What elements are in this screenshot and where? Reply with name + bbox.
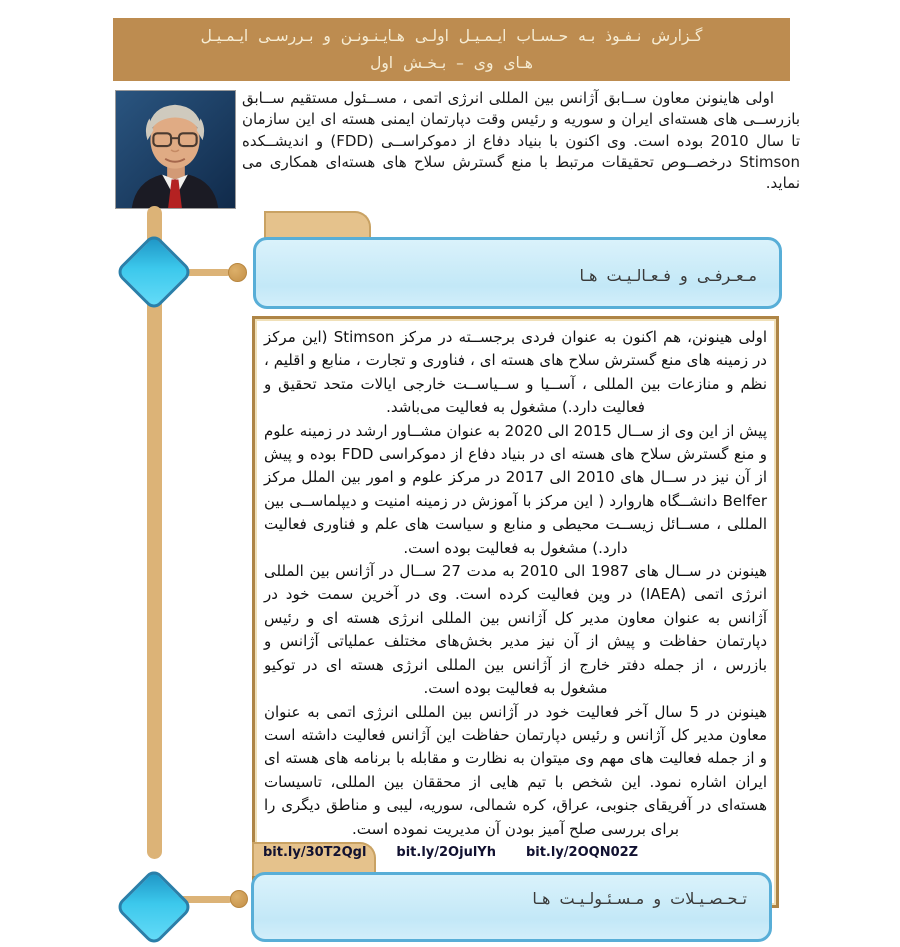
source-link-1[interactable]: bit.ly/30T2Qgl bbox=[263, 845, 367, 860]
source-links-row bbox=[263, 845, 683, 860]
section-title: تـحـصـیـلات و مـسـئـولـیـت هـا bbox=[532, 889, 747, 908]
paragraph-iaea-career: هینونن در ســال های 1987 الی 2010 به مدت 27 ســال در آژانس بین المللی انرژی اتمی (IAEA) در وین فعالیت کرده است. وی در آخرین سمت خود در آژانس به عنوان معاون مدیر کل آژانس بین المللی انرژی هسته ای و رئیس دپارتمان حفاظت و پیش از آن نیز مدیر بخش‌های مختلف عملیاتی آژانس و بازرس ، از جمله دفتر خارج از آژانس بین المللی انرژی هسته ای در توکیو مشغول به فعالیت بوده است. bbox=[264, 562, 767, 698]
flow-node-circle-2 bbox=[230, 890, 248, 908]
content-box-activities bbox=[252, 316, 779, 908]
flow-diamond-icon-2 bbox=[114, 867, 193, 946]
paragraph-stimson: اولی هینونن، هم اکنون به عنوان فردی برجســته در مرکز Stimson (این مرکز در زمینه های منع گسترش سلاح های هسته ای ، فناوری و تجارت ، منابع و اقلیم ، نظم و منازعات بین المللی ، آســیا و ســیاســت خارجی ایالات متحد تحقیق و فعالیت دارد.) مشغول به فعالیت می‌باشد. bbox=[264, 328, 767, 417]
section-header-education-responsibilities bbox=[251, 872, 772, 942]
portrait-photo bbox=[115, 90, 236, 209]
source-link-3[interactable]: bit.ly/2OQN02Z bbox=[525, 845, 639, 860]
content-text-block bbox=[255, 319, 776, 841]
source-link-2[interactable]: bit.ly/2OjulYh bbox=[396, 845, 496, 860]
intro-paragraph: اولی هاینونن معاون ســابق آژانس بین المللی انرژی اتمی ، مســئول مستقیم ســابق بازرســی های هسته‌ای ایران و سوریه و رئیس وقت دپارتمان ایمنی هسته ای این سازمان تا سال 2010 بوده است. وی اکنون با بنیاد دفاع از دموکراســی (FDD) و اندیشــکده Stimson درخصــوص تحقیقات مرتبط با منع گسترش سلاح های هسته‌ای همکاری می نماید. bbox=[242, 89, 800, 193]
person-portrait-image bbox=[116, 91, 235, 208]
report-title-line-2: هـای وی – بـخـش اول bbox=[370, 53, 533, 72]
report-title-line-1: گـزارش نـفـوذ بـه حـسـاب ایـمـیـل اولـی هـایـنـونـن و بـررسـی ایـمـیـل bbox=[200, 27, 703, 46]
paragraph-last-five-years: هینونن در 5 سال آخر فعالیت خود در آژانس بین المللی انرژی اتمی به عنوان معاون مدیر کل آژانس و رئیس دپارتمان حفاظت این آژانس فعالیت داشته است و از جمله فعالیت های مهم وی میتوان به نظارت و مقابله با برنامه های هسته ای ایران اشاره نمود. این شخص با تیم هایی از محققان بین المللی، تاسیسات هسته‌ای در آفریقای جنوبی، عراق، کره شمالی، سوریه، لیبی و مناطق دیگری را برای بررسی صلح آمیز بودن آن مدیریت نموده است. bbox=[264, 702, 768, 838]
section-title: مـعـرفـی و فـعـالـیـت هـا bbox=[579, 266, 757, 285]
flow-node-circle-1 bbox=[228, 263, 247, 282]
flow-diamond-icon-1 bbox=[114, 232, 193, 311]
report-title-bar bbox=[113, 18, 790, 81]
section-header-intro-activities bbox=[253, 237, 782, 309]
paragraph-fdd-belfer: پیش از این وی از ســال 2015 الی 2020 به عنوان مشــاور ارشد در زمینه علوم و منع گسترش سلاح های هسته ای در بنیاد دفاع از دموکراسی FDD بوده و پیش از آن نیز در ســال های 2010 الی 2017 در مرکز علوم و امور بین الملل مرکز Belfer دانشــگاه هاروارد ( این مرکز با آموزش در زمینه امنیت و دیپلماســی بین المللی ، مســائل زیســت محیطی و منابع و سیاست های علم و فناوری فعالیت دارد.) مشغول به فعالیت بوده است. bbox=[264, 421, 768, 557]
